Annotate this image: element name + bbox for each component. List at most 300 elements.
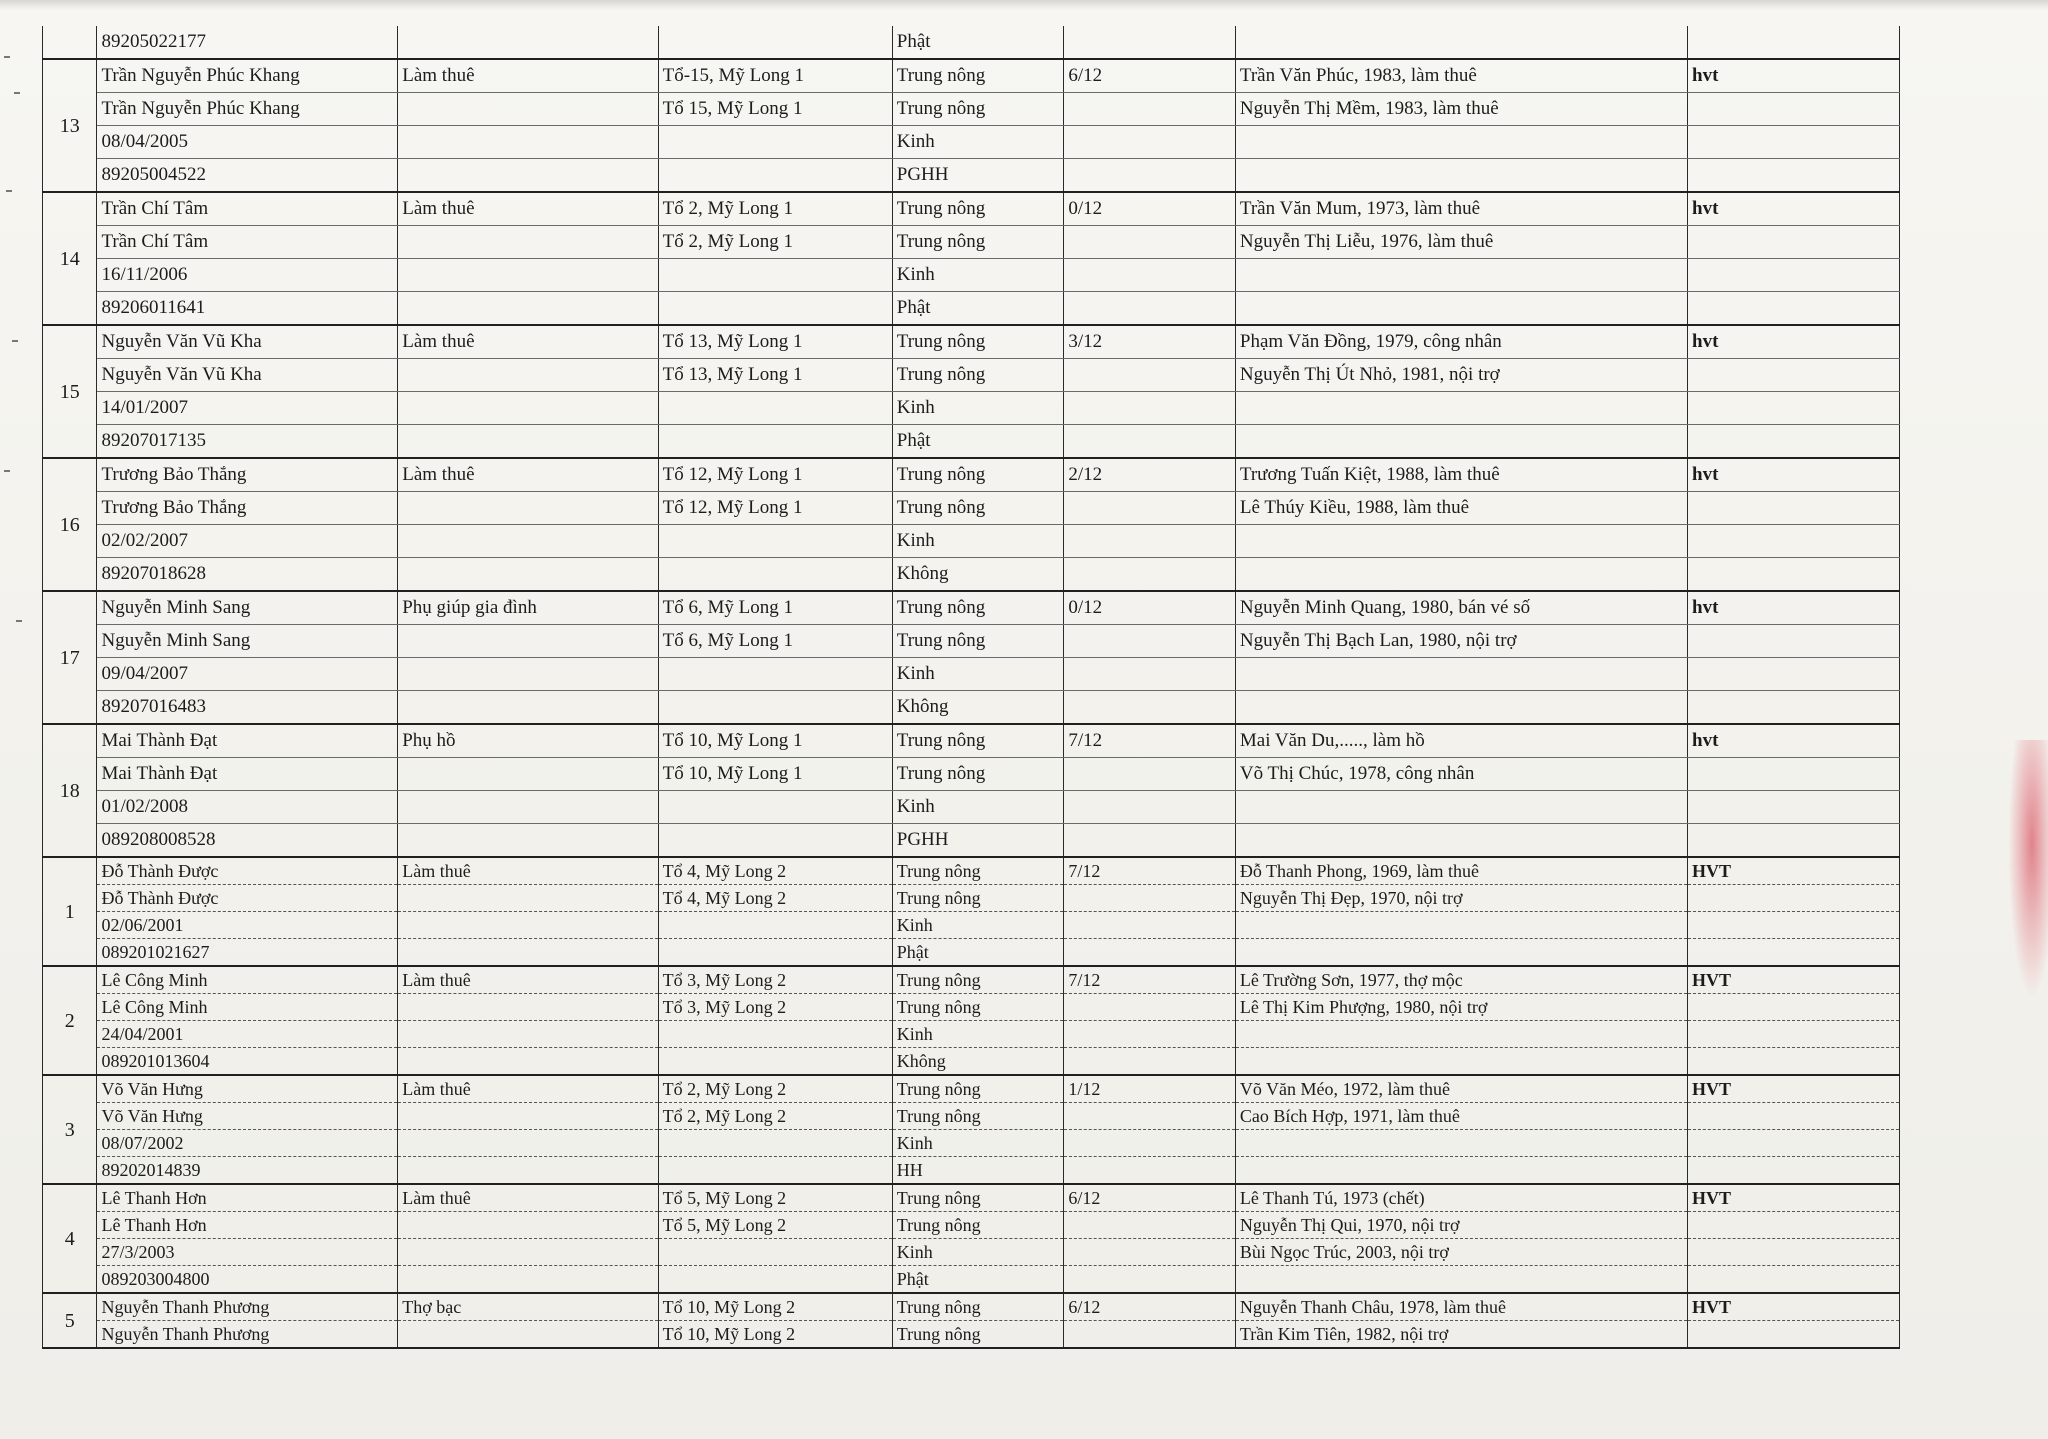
signature-cell bbox=[1688, 226, 1900, 259]
binding-margin bbox=[0, 0, 40, 1439]
scan-shadow bbox=[0, 0, 2048, 10]
records-table bbox=[42, 26, 1900, 1349]
name-cell: Trương Bảo Thắng bbox=[97, 492, 398, 525]
name-cell: Lê Thanh Hơn bbox=[97, 1212, 398, 1239]
signature-cell bbox=[1688, 126, 1900, 159]
table-row bbox=[43, 994, 1900, 1021]
address-cell bbox=[658, 939, 892, 967]
signature-cell bbox=[1688, 26, 1900, 59]
name-cell: 89205004522 bbox=[97, 159, 398, 193]
job-cell: Làm thuê bbox=[398, 1075, 658, 1103]
class-cell: Trung nông bbox=[892, 492, 1064, 525]
name-cell: Trần Nguyễn Phúc Khang bbox=[97, 93, 398, 126]
signature-cell: hvt bbox=[1688, 59, 1900, 93]
job-cell bbox=[398, 159, 658, 193]
address-cell: Tổ 4, Mỹ Long 2 bbox=[658, 857, 892, 885]
table-row bbox=[43, 791, 1900, 824]
row-number-cell: 5 bbox=[43, 1293, 97, 1348]
parents-cell bbox=[1235, 1130, 1687, 1157]
name-cell: 02/02/2007 bbox=[97, 525, 398, 558]
signature-cell bbox=[1688, 1021, 1900, 1048]
address-cell: Tổ 3, Mỹ Long 2 bbox=[658, 994, 892, 1021]
class-cell: Kinh bbox=[892, 1130, 1064, 1157]
grade-cell bbox=[1064, 791, 1236, 824]
grade-cell bbox=[1064, 912, 1236, 939]
address-cell bbox=[658, 1130, 892, 1157]
name-cell: Nguyễn Minh Sang bbox=[97, 625, 398, 658]
address-cell: Tổ 5, Mỹ Long 2 bbox=[658, 1212, 892, 1239]
signature-cell: hvt bbox=[1688, 591, 1900, 625]
parents-cell bbox=[1235, 392, 1687, 425]
job-cell bbox=[398, 558, 658, 592]
parents-cell bbox=[1235, 658, 1687, 691]
grade-cell bbox=[1064, 226, 1236, 259]
job-cell bbox=[398, 226, 658, 259]
class-cell: Trung nông bbox=[892, 1321, 1064, 1349]
class-cell: Kinh bbox=[892, 259, 1064, 292]
table-row bbox=[43, 758, 1900, 791]
class-cell: PGHH bbox=[892, 159, 1064, 193]
parents-cell: Trần Văn Phúc, 1983, làm thuê bbox=[1235, 59, 1687, 93]
table-row bbox=[43, 93, 1900, 126]
parents-cell bbox=[1235, 824, 1687, 858]
row-number-cell: 14 bbox=[43, 192, 97, 325]
class-cell: Kinh bbox=[892, 126, 1064, 159]
grade-cell bbox=[1064, 1239, 1236, 1266]
address-cell bbox=[658, 159, 892, 193]
grade-cell bbox=[1064, 259, 1236, 292]
name-cell: 09/04/2007 bbox=[97, 658, 398, 691]
grade-cell bbox=[1064, 492, 1236, 525]
parents-cell bbox=[1235, 1266, 1687, 1294]
grade-cell: 1/12 bbox=[1064, 1075, 1236, 1103]
address-cell: Tổ 2, Mỹ Long 1 bbox=[658, 192, 892, 226]
name-cell: 08/04/2005 bbox=[97, 126, 398, 159]
job-cell bbox=[398, 1130, 658, 1157]
parents-cell: Cao Bích Hợp, 1971, làm thuê bbox=[1235, 1103, 1687, 1130]
signature-cell bbox=[1688, 691, 1900, 725]
table-row bbox=[43, 126, 1900, 159]
row-number-cell: 1 bbox=[43, 857, 97, 966]
address-cell bbox=[658, 259, 892, 292]
job-cell bbox=[398, 912, 658, 939]
signature-cell bbox=[1688, 1266, 1900, 1294]
job-cell bbox=[398, 259, 658, 292]
class-cell: Kinh bbox=[892, 912, 1064, 939]
table-row bbox=[43, 1021, 1900, 1048]
name-cell: Trần Nguyễn Phúc Khang bbox=[97, 59, 398, 93]
name-cell: 89207016483 bbox=[97, 691, 398, 725]
row-number-cell bbox=[43, 26, 97, 59]
grade-cell: 7/12 bbox=[1064, 857, 1236, 885]
class-cell: Trung nông bbox=[892, 1075, 1064, 1103]
grade-cell bbox=[1064, 558, 1236, 592]
grade-cell bbox=[1064, 359, 1236, 392]
parents-cell: Trần Kim Tiên, 1982, nội trợ bbox=[1235, 1321, 1687, 1349]
address-cell: Tổ 10, Mỹ Long 1 bbox=[658, 758, 892, 791]
class-cell: Trung nông bbox=[892, 994, 1064, 1021]
signature-cell bbox=[1688, 791, 1900, 824]
address-cell bbox=[658, 658, 892, 691]
grade-cell bbox=[1064, 93, 1236, 126]
name-cell: 01/02/2008 bbox=[97, 791, 398, 824]
job-cell bbox=[398, 392, 658, 425]
job-cell: Làm thuê bbox=[398, 325, 658, 359]
address-cell: Tổ 13, Mỹ Long 1 bbox=[658, 325, 892, 359]
address-cell: Tổ 15, Mỹ Long 1 bbox=[658, 93, 892, 126]
address-cell: Tổ 10, Mỹ Long 1 bbox=[658, 724, 892, 758]
address-cell bbox=[658, 1048, 892, 1076]
table-row bbox=[43, 292, 1900, 326]
grade-cell bbox=[1064, 1157, 1236, 1185]
job-cell bbox=[398, 425, 658, 459]
job-cell: Làm thuê bbox=[398, 192, 658, 226]
records-table-body bbox=[43, 26, 1900, 1348]
address-cell bbox=[658, 1021, 892, 1048]
address-cell bbox=[658, 912, 892, 939]
name-cell: Đỗ Thành Được bbox=[97, 857, 398, 885]
table-row bbox=[43, 1293, 1900, 1321]
grade-cell: 6/12 bbox=[1064, 1184, 1236, 1212]
class-cell: Trung nông bbox=[892, 226, 1064, 259]
grade-cell bbox=[1064, 392, 1236, 425]
table-row bbox=[43, 1212, 1900, 1239]
row-number-cell: 13 bbox=[43, 59, 97, 192]
class-cell: Trung nông bbox=[892, 1103, 1064, 1130]
class-cell: Kinh bbox=[892, 791, 1064, 824]
signature-cell bbox=[1688, 658, 1900, 691]
address-cell: Tổ 6, Mỹ Long 1 bbox=[658, 625, 892, 658]
table-row bbox=[43, 1239, 1900, 1266]
job-cell: Làm thuê bbox=[398, 59, 658, 93]
job-cell bbox=[398, 885, 658, 912]
grade-cell bbox=[1064, 1266, 1236, 1294]
parents-cell bbox=[1235, 1021, 1687, 1048]
signature-cell bbox=[1688, 525, 1900, 558]
signature-cell: hvt bbox=[1688, 192, 1900, 226]
parents-cell bbox=[1235, 159, 1687, 193]
class-cell: Kinh bbox=[892, 525, 1064, 558]
name-cell: Mai Thành Đạt bbox=[97, 758, 398, 791]
grade-cell bbox=[1064, 159, 1236, 193]
address-cell: Tổ-15, Mỹ Long 1 bbox=[658, 59, 892, 93]
grade-cell bbox=[1064, 292, 1236, 326]
job-cell bbox=[398, 525, 658, 558]
name-cell: 89202014839 bbox=[97, 1157, 398, 1185]
name-cell: 089203004800 bbox=[97, 1266, 398, 1294]
job-cell bbox=[398, 1239, 658, 1266]
class-cell: Phật bbox=[892, 939, 1064, 967]
job-cell: Làm thuê bbox=[398, 966, 658, 994]
table-row bbox=[43, 1075, 1900, 1103]
grade-cell: 3/12 bbox=[1064, 325, 1236, 359]
job-cell bbox=[398, 1321, 658, 1349]
job-cell bbox=[398, 1157, 658, 1185]
job-cell bbox=[398, 126, 658, 159]
address-cell: Tổ 12, Mỹ Long 1 bbox=[658, 458, 892, 492]
address-cell: Tổ 10, Mỹ Long 2 bbox=[658, 1293, 892, 1321]
grade-cell: 7/12 bbox=[1064, 724, 1236, 758]
job-cell bbox=[398, 625, 658, 658]
grade-cell bbox=[1064, 824, 1236, 858]
name-cell: 02/06/2001 bbox=[97, 912, 398, 939]
grade-cell bbox=[1064, 758, 1236, 791]
name-cell: Nguyễn Thanh Phương bbox=[97, 1293, 398, 1321]
grade-cell bbox=[1064, 425, 1236, 459]
address-cell bbox=[658, 26, 892, 59]
signature-cell bbox=[1688, 994, 1900, 1021]
parents-cell bbox=[1235, 1157, 1687, 1185]
table-row bbox=[43, 857, 1900, 885]
class-cell: Trung nông bbox=[892, 1293, 1064, 1321]
signature-cell: hvt bbox=[1688, 325, 1900, 359]
class-cell: Trung nông bbox=[892, 93, 1064, 126]
grade-cell bbox=[1064, 1130, 1236, 1157]
address-cell: Tổ 2, Mỹ Long 1 bbox=[658, 226, 892, 259]
parents-cell: Lê Trường Sơn, 1977, thợ mộc bbox=[1235, 966, 1687, 994]
row-number-cell: 16 bbox=[43, 458, 97, 591]
grade-cell bbox=[1064, 1321, 1236, 1349]
grade-cell bbox=[1064, 26, 1236, 59]
table-row bbox=[43, 325, 1900, 359]
parents-cell bbox=[1235, 126, 1687, 159]
name-cell: 16/11/2006 bbox=[97, 259, 398, 292]
grade-cell: 2/12 bbox=[1064, 458, 1236, 492]
signature-cell bbox=[1688, 1321, 1900, 1349]
job-cell bbox=[398, 492, 658, 525]
job-cell: Phụ hồ bbox=[398, 724, 658, 758]
parents-cell: Nguyễn Thị Út Nhỏ, 1981, nội trợ bbox=[1235, 359, 1687, 392]
grade-cell bbox=[1064, 625, 1236, 658]
job-cell bbox=[398, 994, 658, 1021]
name-cell: 089201021627 bbox=[97, 939, 398, 967]
table-row bbox=[43, 1321, 1900, 1349]
address-cell bbox=[658, 392, 892, 425]
job-cell bbox=[398, 1212, 658, 1239]
signature-cell bbox=[1688, 1130, 1900, 1157]
name-cell: 089201013604 bbox=[97, 1048, 398, 1076]
parents-cell bbox=[1235, 1048, 1687, 1076]
name-cell: Võ Văn Hưng bbox=[97, 1103, 398, 1130]
job-cell bbox=[398, 691, 658, 725]
class-cell: Không bbox=[892, 558, 1064, 592]
address-cell: Tổ 6, Mỹ Long 1 bbox=[658, 591, 892, 625]
job-cell bbox=[398, 1103, 658, 1130]
name-cell: Nguyễn Văn Vũ Kha bbox=[97, 359, 398, 392]
signature-cell bbox=[1688, 1212, 1900, 1239]
grade-cell: 6/12 bbox=[1064, 59, 1236, 93]
job-cell: Làm thuê bbox=[398, 458, 658, 492]
address-cell: Tổ 3, Mỹ Long 2 bbox=[658, 966, 892, 994]
table-row bbox=[43, 226, 1900, 259]
table-row bbox=[43, 966, 1900, 994]
table-row bbox=[43, 392, 1900, 425]
signature-cell: HVT bbox=[1688, 1184, 1900, 1212]
job-cell bbox=[398, 1266, 658, 1294]
table-row bbox=[43, 59, 1900, 93]
parents-cell: Nguyễn Thanh Châu, 1978, làm thuê bbox=[1235, 1293, 1687, 1321]
grade-cell bbox=[1064, 994, 1236, 1021]
address-cell bbox=[658, 1266, 892, 1294]
address-cell bbox=[658, 691, 892, 725]
address-cell bbox=[658, 824, 892, 858]
class-cell: Trung nông bbox=[892, 1212, 1064, 1239]
parents-cell: Bùi Ngọc Trúc, 2003, nội trợ bbox=[1235, 1239, 1687, 1266]
signature-cell: HVT bbox=[1688, 1293, 1900, 1321]
class-cell: Phật bbox=[892, 425, 1064, 459]
name-cell: 89207018628 bbox=[97, 558, 398, 592]
class-cell: Không bbox=[892, 691, 1064, 725]
row-number-cell: 18 bbox=[43, 724, 97, 857]
parents-cell: Phạm Văn Đồng, 1979, công nhân bbox=[1235, 325, 1687, 359]
class-cell: HH bbox=[892, 1157, 1064, 1185]
parents-cell bbox=[1235, 558, 1687, 592]
parents-cell: Nguyễn Thị Đẹp, 1970, nội trợ bbox=[1235, 885, 1687, 912]
name-cell: Nguyễn Thanh Phương bbox=[97, 1321, 398, 1349]
grade-cell bbox=[1064, 126, 1236, 159]
table-row bbox=[43, 492, 1900, 525]
table-row bbox=[43, 259, 1900, 292]
table-row bbox=[43, 1048, 1900, 1076]
parents-cell bbox=[1235, 912, 1687, 939]
parents-cell: Lê Thúy Kiều, 1988, làm thuê bbox=[1235, 492, 1687, 525]
job-cell bbox=[398, 359, 658, 392]
signature-cell bbox=[1688, 939, 1900, 967]
job-cell: Làm thuê bbox=[398, 1184, 658, 1212]
grade-cell bbox=[1064, 1103, 1236, 1130]
table-row bbox=[43, 939, 1900, 967]
signature-cell bbox=[1688, 912, 1900, 939]
table-row bbox=[43, 1157, 1900, 1185]
parents-cell: Nguyễn Minh Quang, 1980, bán vé số bbox=[1235, 591, 1687, 625]
row-number-cell: 17 bbox=[43, 591, 97, 724]
address-cell: Tổ 2, Mỹ Long 2 bbox=[658, 1075, 892, 1103]
parents-cell bbox=[1235, 259, 1687, 292]
parents-cell: Nguyễn Thị Liễu, 1976, làm thuê bbox=[1235, 226, 1687, 259]
address-cell bbox=[658, 791, 892, 824]
address-cell: Tổ 12, Mỹ Long 1 bbox=[658, 492, 892, 525]
grade-cell bbox=[1064, 1212, 1236, 1239]
parents-cell bbox=[1235, 26, 1687, 59]
job-cell bbox=[398, 292, 658, 326]
class-cell: PGHH bbox=[892, 824, 1064, 858]
parents-cell bbox=[1235, 425, 1687, 459]
class-cell: Không bbox=[892, 1048, 1064, 1076]
signature-cell bbox=[1688, 425, 1900, 459]
class-cell: Trung nông bbox=[892, 59, 1064, 93]
signature-cell bbox=[1688, 492, 1900, 525]
class-cell: Trung nông bbox=[892, 966, 1064, 994]
grade-cell bbox=[1064, 1021, 1236, 1048]
name-cell: Lê Công Minh bbox=[97, 966, 398, 994]
signature-cell bbox=[1688, 93, 1900, 126]
table-row bbox=[43, 458, 1900, 492]
signature-cell bbox=[1688, 558, 1900, 592]
grade-cell bbox=[1064, 1048, 1236, 1076]
parents-cell: Trương Tuấn Kiệt, 1988, làm thuê bbox=[1235, 458, 1687, 492]
table-row bbox=[43, 525, 1900, 558]
signature-cell bbox=[1688, 885, 1900, 912]
job-cell bbox=[398, 1048, 658, 1076]
parents-cell bbox=[1235, 525, 1687, 558]
name-cell: 24/04/2001 bbox=[97, 1021, 398, 1048]
grade-cell bbox=[1064, 525, 1236, 558]
job-cell bbox=[398, 93, 658, 126]
class-cell: Trung nông bbox=[892, 1184, 1064, 1212]
name-cell: Trần Chí Tâm bbox=[97, 226, 398, 259]
name-cell: 089208008528 bbox=[97, 824, 398, 858]
class-cell: Trung nông bbox=[892, 458, 1064, 492]
class-cell: Trung nông bbox=[892, 591, 1064, 625]
parents-cell: Nguyễn Thị Qui, 1970, nội trợ bbox=[1235, 1212, 1687, 1239]
address-cell bbox=[658, 558, 892, 592]
class-cell: Kinh bbox=[892, 1239, 1064, 1266]
name-cell: Lê Thanh Hơn bbox=[97, 1184, 398, 1212]
parents-cell bbox=[1235, 691, 1687, 725]
signature-cell bbox=[1688, 292, 1900, 326]
grade-cell bbox=[1064, 939, 1236, 967]
table-row bbox=[43, 912, 1900, 939]
table-row bbox=[43, 658, 1900, 691]
signature-cell bbox=[1688, 758, 1900, 791]
class-cell: Trung nông bbox=[892, 857, 1064, 885]
grade-cell: 0/12 bbox=[1064, 591, 1236, 625]
job-cell bbox=[398, 939, 658, 967]
class-cell: Trung nông bbox=[892, 625, 1064, 658]
table-row bbox=[43, 1266, 1900, 1294]
grade-cell: 7/12 bbox=[1064, 966, 1236, 994]
address-cell bbox=[658, 1239, 892, 1266]
parents-cell: Lê Thanh Tú, 1973 (chết) bbox=[1235, 1184, 1687, 1212]
parents-cell: Nguyễn Thị Bạch Lan, 1980, nội trợ bbox=[1235, 625, 1687, 658]
name-cell: Võ Văn Hưng bbox=[97, 1075, 398, 1103]
signature-cell: hvt bbox=[1688, 724, 1900, 758]
name-cell: Đỗ Thành Được bbox=[97, 885, 398, 912]
row-number-cell: 4 bbox=[43, 1184, 97, 1293]
name-cell: 08/07/2002 bbox=[97, 1130, 398, 1157]
table-row bbox=[43, 558, 1900, 592]
signature-cell bbox=[1688, 259, 1900, 292]
name-cell: 89207017135 bbox=[97, 425, 398, 459]
religion-cell: Phật bbox=[892, 26, 1064, 59]
address-cell: Tổ 4, Mỹ Long 2 bbox=[658, 885, 892, 912]
address-cell: Tổ 10, Mỹ Long 2 bbox=[658, 1321, 892, 1349]
grade-cell: 6/12 bbox=[1064, 1293, 1236, 1321]
signature-cell bbox=[1688, 625, 1900, 658]
row-number-cell: 15 bbox=[43, 325, 97, 458]
table-row bbox=[43, 359, 1900, 392]
table-row bbox=[43, 625, 1900, 658]
signature-cell bbox=[1688, 1048, 1900, 1076]
signature-cell: hvt bbox=[1688, 458, 1900, 492]
name-cell: 14/01/2007 bbox=[97, 392, 398, 425]
name-cell: 89206011641 bbox=[97, 292, 398, 326]
signature-cell bbox=[1688, 1157, 1900, 1185]
address-cell bbox=[658, 425, 892, 459]
grade-cell: 0/12 bbox=[1064, 192, 1236, 226]
signature-cell bbox=[1688, 159, 1900, 193]
table-row bbox=[43, 724, 1900, 758]
class-cell: Trung nông bbox=[892, 325, 1064, 359]
grade-cell bbox=[1064, 885, 1236, 912]
table-row bbox=[43, 1103, 1900, 1130]
job-cell bbox=[398, 658, 658, 691]
signature-cell bbox=[1688, 359, 1900, 392]
name-cell: Trương Bảo Thắng bbox=[97, 458, 398, 492]
parents-cell: Nguyễn Thị Mềm, 1983, làm thuê bbox=[1235, 93, 1687, 126]
class-cell: Phật bbox=[892, 292, 1064, 326]
signature-cell bbox=[1688, 392, 1900, 425]
